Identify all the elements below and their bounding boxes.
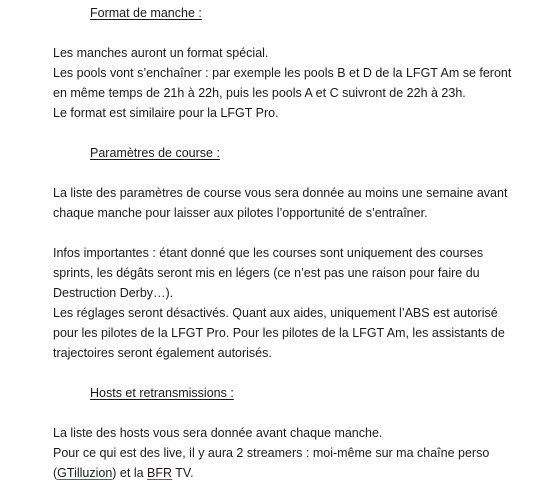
text-line: chaque manche pour laisser aux pilotes l’opportunité de s’entraîner. (53, 206, 428, 220)
section-heading: Paramètres de course : (90, 146, 220, 160)
text-line: La liste des paramètres de course vous sera donnée au moins une semaine avant (53, 186, 508, 200)
streamer-link-bfr: BFR (147, 466, 173, 480)
section-parametres-de-course (53, 143, 553, 383)
text-line: sprints, les dégâts seront mis en légers (ce n’est pas une raison pour faire du (53, 266, 480, 280)
section-heading: Hosts et retransmissions : (90, 386, 234, 400)
text-line: Les manches auront un format spécial. (53, 46, 269, 60)
section-hosts-et-retransmissions (53, 383, 553, 483)
text-line: Le format est similaire pour la LFGT Pro. (53, 106, 279, 120)
document-body (53, 3, 553, 483)
text-line: La liste des hosts vous sera donnée avant chaque manche. (53, 426, 383, 440)
paragraph (53, 423, 553, 483)
text-line: Les réglages seront désactivés. Quant aux aides, uniquement l’ABS est autorisé (53, 306, 498, 320)
text-line: Pour ce qui est des live, il y aura 2 streamers : moi-même sur ma chaîne perso (53, 446, 490, 460)
text-line: pour les pilotes de la LFGT Pro. Pour les pilotes de la LFGT Am, les assistants de (53, 326, 505, 340)
text-line: Les pools vont s’enchaîner : par exemple les pools B et D de la LFGT Am se feront (53, 66, 512, 80)
section-format-de-manche (53, 3, 553, 143)
text-line: trajectoires seront également autorisés. (53, 346, 272, 360)
text-line: Destruction Derby…). (53, 286, 174, 300)
text-line: (GTilluzion) et la BFR TV. (53, 466, 194, 480)
text-line: en même temps de 21h à 22h, puis les pools A et C suivront de 22h à 23h. (53, 86, 466, 100)
paragraph (53, 243, 553, 363)
section-heading: Format de manche : (90, 6, 202, 20)
paragraph (53, 43, 553, 123)
streamer-link-gtilluzion: GTilluzion (57, 466, 113, 480)
paragraph (53, 183, 553, 223)
text-line: Infos importantes : étant donné que les courses sont uniquement des courses (53, 246, 484, 260)
